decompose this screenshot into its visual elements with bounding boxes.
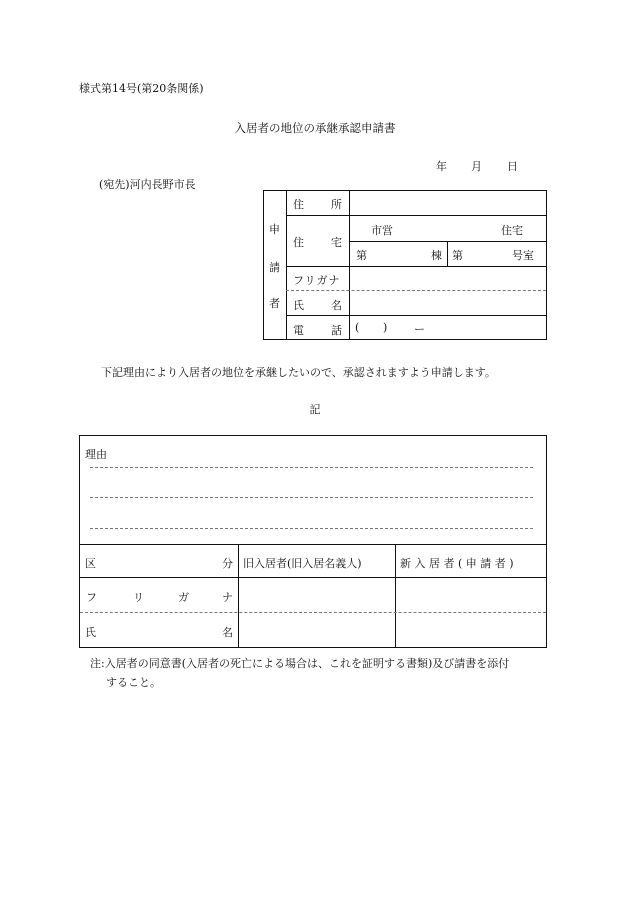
note-line-2: すること。 — [106, 676, 161, 689]
residence-label-1: 住 — [293, 236, 304, 249]
building-unit-label: 棟 — [431, 249, 442, 262]
phone-paren-close: ) — [383, 321, 388, 334]
addressee: (宛先)河内長野市長 — [99, 178, 196, 191]
phone-label-1: 電 — [293, 324, 304, 337]
date-month: 月 — [471, 160, 482, 173]
furigana-field[interactable] — [352, 268, 544, 289]
main-name-label-1: 氏 — [85, 626, 96, 639]
old-furigana-field[interactable] — [240, 579, 393, 611]
furigana-char-1: フ — [86, 591, 97, 604]
reason-field[interactable] — [88, 460, 536, 544]
ki-heading: 記 — [309, 403, 321, 416]
reason-label: 理由 — [85, 448, 107, 461]
name-label-1: 氏 — [293, 299, 304, 312]
document-title: 入居者の地位の承継承認申請書 — [234, 121, 396, 135]
furigana-char-2: リ — [133, 591, 144, 604]
applicant-table — [263, 190, 547, 340]
category-label-2: 分 — [222, 557, 233, 570]
room-dai-label: 第 — [452, 249, 463, 262]
applicant-label-2: 請 — [269, 261, 280, 274]
building-dai-label: 第 — [356, 249, 367, 262]
new-resident-header: 新 入 居 者 ( 申 請 者 ) — [400, 557, 514, 570]
date-day: 日 — [507, 160, 518, 173]
city-managed-label: 市営 — [371, 224, 393, 237]
furigana-label: フリガナ — [293, 274, 341, 287]
address-label-1: 住 — [293, 198, 304, 211]
name-label-2: 名 — [331, 299, 342, 312]
address-label-2: 所 — [331, 198, 342, 211]
main-name-label-2: 名 — [222, 626, 233, 639]
name-field[interactable] — [352, 292, 544, 314]
new-name-field[interactable] — [397, 614, 544, 646]
succession-table — [79, 435, 547, 648]
category-label-1: 区 — [85, 557, 96, 570]
date-year: 年 — [436, 160, 447, 173]
new-furigana-field[interactable] — [397, 579, 544, 611]
old-name-field[interactable] — [240, 614, 393, 646]
form-number-label: 様式第14号(第20条関係) — [79, 82, 204, 95]
address-field[interactable] — [352, 192, 544, 214]
furigana-char-4: ナ — [222, 591, 233, 604]
residence-label-2: 宅 — [331, 236, 342, 249]
old-resident-header: 旧入居者(旧入居名義人) — [243, 557, 362, 570]
room-unit-label: 号室 — [512, 249, 534, 262]
intro-text: 下記理由により入居者の地位を承継したいので、承認されますよう申請します。 — [101, 366, 496, 379]
applicant-label-3: 者 — [269, 297, 280, 310]
phone-label-2: 話 — [331, 324, 342, 337]
applicant-label-1: 申 — [269, 223, 280, 236]
note-line-1: 注:入居者の同意書(入居者の死亡による場合は、これを証明する書類)及び請書を添付 — [90, 657, 510, 670]
furigana-char-3: ガ — [178, 591, 189, 604]
phone-dash: ー — [414, 323, 425, 336]
housing-label: 住宅 — [501, 224, 523, 237]
phone-paren-open: ( — [355, 321, 360, 334]
